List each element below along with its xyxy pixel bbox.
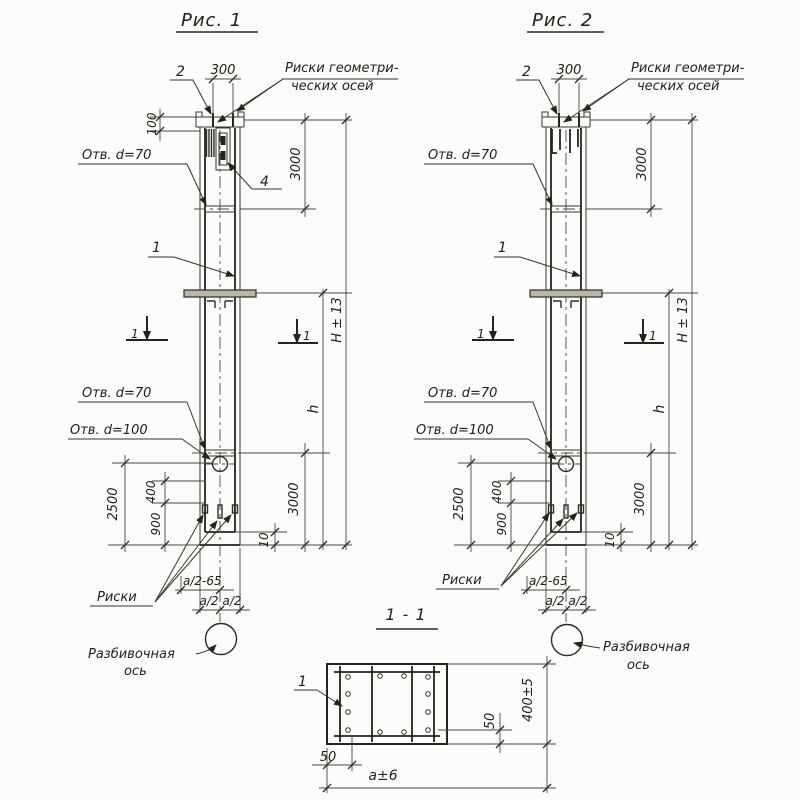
fig2-title: Рис. 2 [532, 10, 594, 31]
fig2-hole-bottom-label: Отв. d=100 [416, 423, 494, 438]
fig1-dim-a2-65: a/2-65 [183, 574, 222, 588]
fig1-hole-bottom-label: Отв. d=100 [70, 423, 148, 438]
fig2-dim-h: h [652, 404, 668, 414]
section-dim-ticks [323, 660, 551, 792]
section-dim-50-bottom: 50 [319, 750, 337, 765]
fig1-hole-top-label: Отв. d=70 [82, 148, 152, 163]
section-dim-400-5: 400±5 [521, 678, 536, 722]
fig1-callout-2: 2 [176, 64, 185, 80]
fig2-dim-2500: 2500 [452, 487, 467, 521]
fig1-section-mark-right: 1 [303, 329, 311, 343]
fig1-dim-100: 100 [145, 112, 159, 136]
fig2-dim-a2-65: a/2-65 [529, 574, 568, 588]
fig1-section-mark-left: 1 [131, 327, 139, 341]
section-dim-a-6: a±6 [368, 768, 398, 784]
fig2-section-mark-right: 1 [649, 329, 657, 343]
fig2-dim-3000-bottom: 3000 [633, 482, 648, 516]
fig2-section-mark-left: 1 [477, 327, 485, 341]
fig1-dim-h: h [306, 404, 322, 414]
fig1-dim-300: 300 [210, 63, 236, 78]
fig1-top-slot-detail [207, 128, 231, 170]
figure-1 [68, 10, 399, 679]
fig2-dim-H: H ± 13 [676, 297, 691, 343]
fig1-callout-1: 1 [152, 240, 161, 256]
fig2-callout-2: 2 [522, 64, 531, 80]
fig2-dim-400: 400 [490, 480, 504, 504]
fig2-leader-lines [414, 79, 744, 648]
fig2-dim-300: 300 [556, 63, 582, 78]
fig2-section-cut-marks [472, 316, 664, 344]
fig1-axis-label-line1: Разбивочная [88, 647, 175, 662]
section-leader-lines [294, 690, 342, 706]
fig2-dim-900: 900 [495, 512, 509, 536]
section-1-1 [294, 605, 556, 793]
fig1-callout-4: 4 [260, 174, 269, 190]
fig1-dim-900: 900 [149, 512, 163, 536]
fig1-dim-3000-top: 3000 [289, 147, 304, 181]
fig2-dim-a2-right: a/2 [568, 594, 588, 608]
fig1-dim-a2-right: a/2 [222, 594, 242, 608]
fig2-axis-label-line1: Разбивочная [603, 640, 690, 655]
fig2-axis-label-line2: ось [627, 658, 650, 673]
fig2-top-rebar-outlets [552, 129, 578, 153]
figure-2 [414, 10, 745, 673]
fig2-dim-10: 10 [603, 532, 617, 548]
fig1-dim-H: H ± 13 [330, 297, 345, 343]
section-callout-1: 1 [298, 674, 307, 690]
fig1-axis-note-line1: Риски геометри- [285, 61, 399, 76]
fig1-axis-risk-marks [213, 113, 233, 127]
fig2-dim-a2-left: a/2 [545, 594, 565, 608]
fig1-leader-lines [68, 79, 398, 654]
fig1-layout-axis-circle [206, 624, 237, 655]
fig2-marks-label: Риски [442, 573, 482, 588]
fig1-axis-note-line2: ческих осей [291, 79, 374, 94]
section-rebar-cage [334, 666, 440, 742]
fig1-title: Рис. 1 [181, 10, 243, 31]
section-dim-50-right: 50 [483, 712, 498, 730]
fig2-hole-top-label: Отв. d=70 [428, 148, 498, 163]
fig2-layout-axis-circle [552, 625, 583, 656]
fig1-dim-3000-bottom: 3000 [287, 482, 302, 516]
fig1-dim-10: 10 [257, 532, 271, 548]
fig2-hole-mid-label: Отв. d=70 [428, 386, 498, 401]
fig1-dim-2500: 2500 [106, 487, 121, 521]
fig1-dim-400: 400 [144, 480, 158, 504]
fig1-axis-label-line2: ось [124, 664, 147, 679]
fig2-callout-1: 1 [498, 240, 507, 256]
fig2-axis-note-line1: Риски геометри- [631, 61, 745, 76]
fig2-axis-note-line2: ческих осей [637, 79, 720, 94]
fig1-marks-label: Риски [97, 590, 137, 605]
fig1-console-plate [184, 290, 256, 297]
section-title: 1 - 1 [385, 605, 427, 624]
fig1-dim-a2-left: a/2 [199, 594, 219, 608]
fig1-hole-mid-label: Отв. d=70 [82, 386, 152, 401]
fig2-dim-3000-top: 3000 [635, 147, 650, 181]
fig2-console-plate [530, 290, 602, 297]
fig1-section-cut-marks [126, 316, 318, 344]
fig2-axis-risk-marks [559, 113, 579, 127]
